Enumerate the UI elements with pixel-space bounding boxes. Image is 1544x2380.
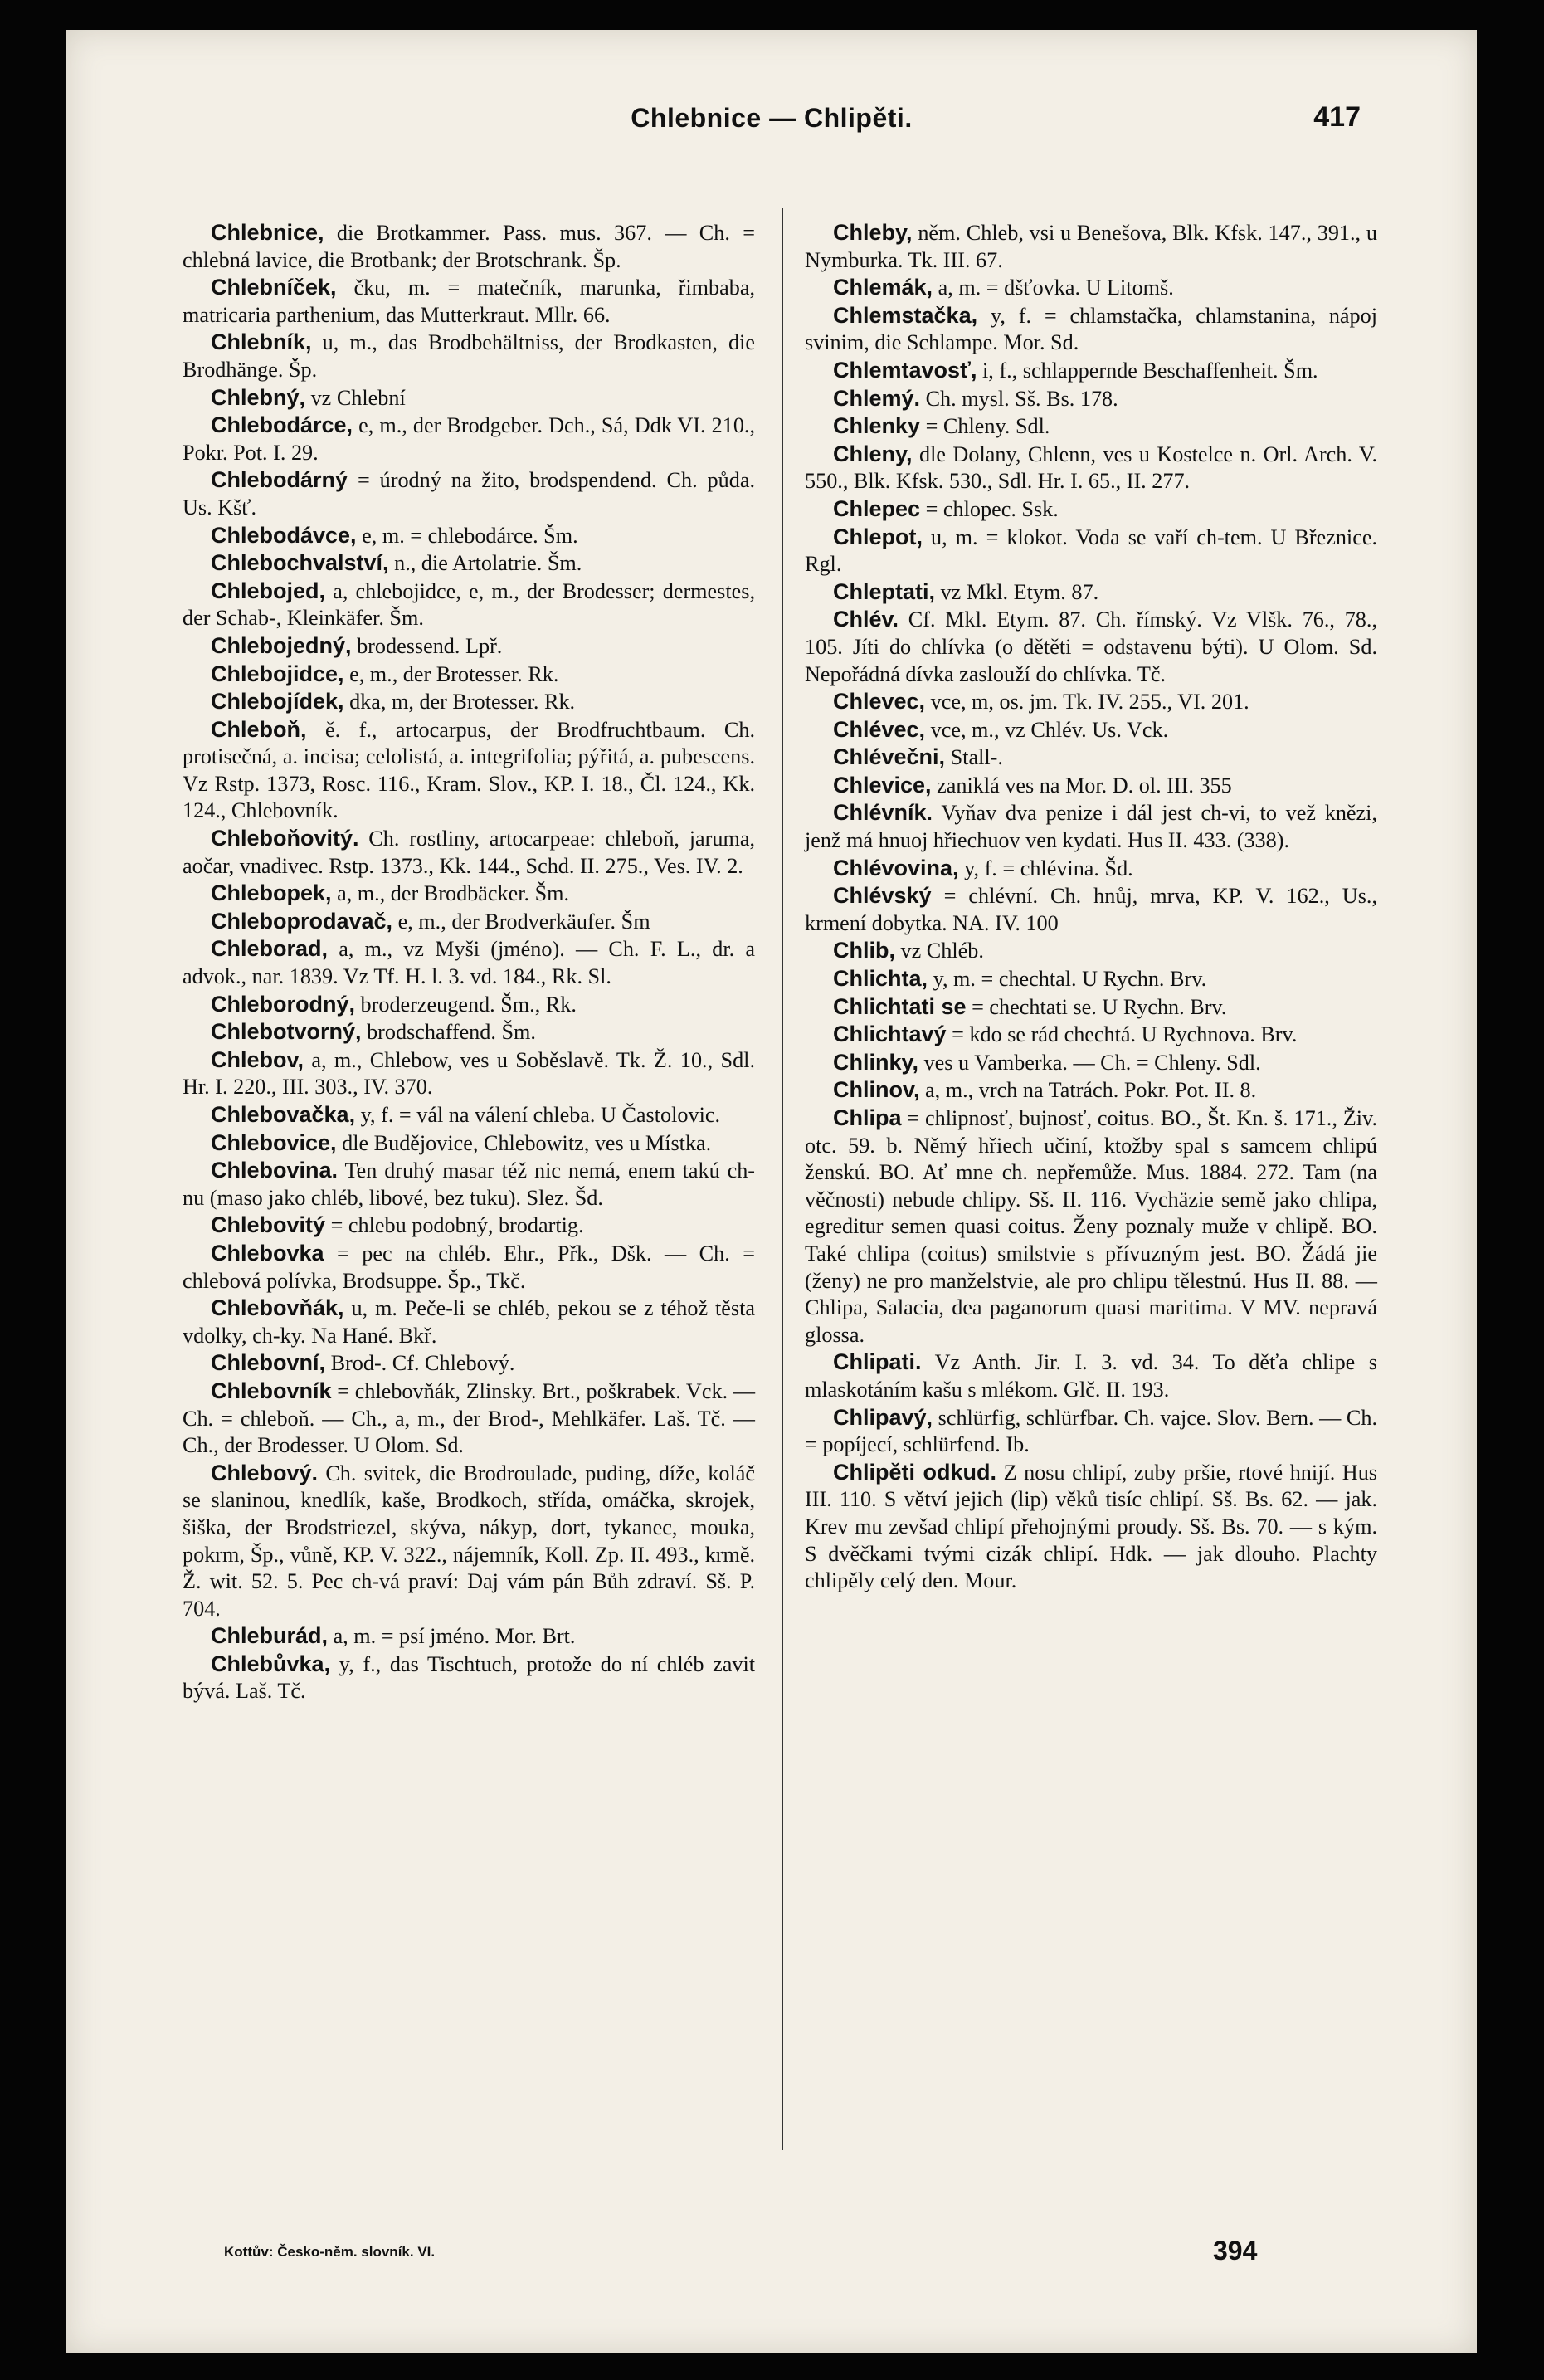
entry-definition: = chlévní. Ch. hnůj, mrva, KP. V. 162., Us., krmení dobytka. NA. IV. 100 [805, 884, 1378, 935]
entry-definition: a, m., der Brodbäcker. Šm. [337, 881, 570, 906]
entry-definition: u, m., das Brodbehältniss, der Brodkasten, die Brodhänge. Šp. [183, 330, 755, 382]
entry-definition: y, f. = chlamstačka, chlamstanina, nápoj svinim, die Schlampe. Mor. Sd. [805, 303, 1378, 355]
dictionary-page [66, 30, 1477, 2353]
dictionary-entry [805, 219, 1377, 274]
dictionary-entry [183, 825, 755, 880]
entry-definition: = úrodný na žito, brodspendend. Ch. půda. Us. Kšť. [183, 468, 755, 519]
dictionary-entry [183, 1651, 755, 1705]
entry-definition: = chlebovňák, Zlinsky. Brt., poškrabek. Vck. — Ch. = chleboň. — Ch., a, m., der Brod-, Mehlkäfer. Laš. Tč. — Ch., der Brodesser. U Olom. Sd. [183, 1378, 756, 1458]
dictionary-entry [805, 855, 1377, 883]
entry-headword: Chlipavý, [833, 1404, 933, 1430]
entry-definition: y, f. = chlévina. Šd. [964, 856, 1133, 880]
entry-definition: dka, m, der Brotesser. Rk. [349, 690, 576, 714]
right-column [805, 219, 1377, 1595]
dictionary-entry [805, 1349, 1377, 1403]
dictionary-entry [805, 744, 1377, 772]
entry-headword: Chlinky, [833, 1049, 919, 1075]
dictionary-entry [183, 1240, 755, 1295]
entry-headword: Chlebopek, [211, 880, 332, 906]
entry-definition: něm. Chleb, vsi u Benešova, Blk. Kfsk. 147., 391., u Nymburka. Tk. III. 67. [805, 221, 1378, 272]
entry-definition: Ch. rostliny, artocarpeae: chleboň, jaruma, aočar, vnadivec. Rstp. 1373., Kk. 144., Schd. II. 275., Ves. IV. 2. [183, 827, 755, 878]
dictionary-entry [183, 688, 755, 716]
entry-headword: Chlévský [833, 883, 932, 909]
entry-headword: Chlichtati se [833, 993, 967, 1019]
entry-definition: a, m. = dšťovka. U Litomš. [938, 276, 1174, 300]
dictionary-entry [805, 606, 1377, 688]
entry-definition: dle Budějovice, Chlebowitz, ves u Místka. [342, 1130, 712, 1155]
entry-headword: Chlebov, [211, 1046, 304, 1072]
entry-definition: = chlebu podobný, brodartig. [330, 1213, 584, 1238]
entry-definition: vz Chléb. [900, 939, 984, 963]
entry-definition: e, m., der Brotesser. Rk. [349, 661, 559, 686]
dictionary-entry [805, 937, 1377, 965]
entry-headword: Chlipati. [833, 1349, 922, 1375]
entry-definition: a, m., vrch na Tatrách. Pokr. Pot. II. 8. [925, 1078, 1257, 1103]
entry-definition: = chechtati se. U Rychn. Brv. [972, 994, 1227, 1019]
entry-definition: y, f., das Tischtuch, protože do ní chléb zavit bývá. Laš. Tč. [183, 1651, 755, 1704]
page-number: 417 [1313, 101, 1361, 133]
entry-definition: ves u Vamberka. — Ch. = Chleny. Sdl. [923, 1050, 1261, 1075]
entry-headword: Chlevice, [833, 772, 932, 797]
dictionary-entry [183, 466, 755, 521]
entry-headword: Chlichtavý [833, 1022, 947, 1047]
entry-definition: Ch. mysl. Sš. Bs. 178. [925, 386, 1118, 411]
entry-definition: schlürfig, schlürfbar. Ch. vajce. Slov. Bern. — Ch. = popíjecí, schlürfend. Ib. [805, 1405, 1378, 1457]
entry-headword: Chlepot, [833, 524, 923, 549]
entry-definition: vz Mkl. Etym. 87. [940, 579, 1099, 604]
entry-headword: Chlebotvorný, [211, 1019, 362, 1045]
entry-definition: = kdo se rád chechtá. U Rychnova. Brv. [952, 1022, 1298, 1047]
entry-definition: = chlipnosť, bujnosť, coitus. BO., Št. Kn. š. 171., Živ. otc. 59. b. Němý hřiech učiní, ktožby spal s samcem chlipú ženskú. BO. Ať mne ch. nepřemůže. Mus. 1884. 272. Tam (na věčnosti) nebude chlipy. Sš. II. 116. Vychäzie semě jako chlipa, egreditur semen quasi coitus. Ženy poznaly muže v chlipě. BO. Také chlipa (coitus) smilstvie s přívuzným jest. BO. Žádá jie (ženy) ne pro manželstvie, ale pro chlipu tělestnú. Hus II. 88. — Chlipa, Salacia, dea paganorum quasi maritima. V MV. nepravá glossa. [805, 1106, 1377, 1347]
entry-headword: Chleptati, [833, 578, 936, 604]
dictionary-entry [183, 991, 755, 1019]
entry-definition: = Chleny. Sdl. [925, 414, 1050, 439]
dictionary-entry [805, 441, 1377, 495]
entry-definition: e, m. = chlebodárce. Šm. [362, 523, 578, 548]
dictionary-entry [183, 522, 755, 550]
dictionary-entry [183, 1018, 755, 1046]
entry-definition: die Brotkammer. Pass. mus. 367. — Ch. = chlebná lavice, die Brotbank; der Brotschrank. Šp. [183, 221, 755, 272]
dictionary-entry [805, 716, 1377, 744]
dictionary-entry [805, 1021, 1377, 1049]
entry-definition: vce, m, os. jm. Tk. IV. 255., VI. 201. [930, 690, 1249, 714]
entry-definition: broderzeugend. Šm., Rk. [360, 992, 577, 1017]
dictionary-entry [183, 661, 755, 689]
entry-headword: Chleboň, [211, 716, 307, 742]
entry-headword: Chlévečni, [833, 744, 946, 770]
printer-signature: Kottův: Česko-něm. slovník. VI. [224, 2244, 436, 2260]
entry-headword: Chlipěti odkud. [833, 1459, 996, 1485]
entry-definition: n., die Artolatrie. Šm. [394, 551, 582, 576]
dictionary-entry [183, 716, 755, 825]
dictionary-entry [183, 1157, 755, 1212]
left-column [183, 219, 755, 1705]
dictionary-entry [183, 632, 755, 661]
entry-headword: Chlévec, [833, 716, 926, 742]
dictionary-entry [805, 495, 1377, 524]
entry-headword: Chlepec [833, 495, 921, 521]
entry-definition: dle Dolany, Chlenn, ves u Kostelce n. Orl. Arch. V. 550., Blk. Kfsk. 530., Sdl. Hr. I. 65., II. 277. [805, 441, 1378, 494]
entry-headword: Chlebodárce, [211, 412, 353, 438]
entry-headword: Chlebovňák, [211, 1295, 344, 1321]
dictionary-entry [183, 549, 755, 578]
dictionary-entry [805, 1404, 1377, 1459]
entry-headword: Chlebojedný, [211, 632, 352, 658]
dictionary-entry [183, 578, 755, 632]
entry-definition: u, m. Peče-li se chléb, pekou se z téhož těsta vdolky, ch-ky. Na Hané. Bkř. [183, 1296, 755, 1348]
dictionary-entry [805, 385, 1377, 413]
dictionary-entry [805, 524, 1377, 578]
dictionary-entry [183, 1295, 755, 1349]
dictionary-entry [805, 578, 1377, 607]
entry-headword: Chlebný, [211, 384, 306, 410]
entry-definition: a, m. = psí jméno. Mor. Brt. [333, 1624, 576, 1649]
entry-definition: zaniklá ves na Mor. D. ol. III. 355 [937, 773, 1232, 797]
entry-headword: Chlebnice, [211, 220, 324, 245]
entry-headword: Chleborodný, [211, 991, 355, 1017]
entry-definition: y, m. = chechtal. U Rychn. Brv. [933, 967, 1207, 992]
dictionary-entry [805, 882, 1377, 937]
entry-definition: Vz Anth. Jir. I. 3. vd. 34. To děťa chlipe s mlaskotáním kašu s mlékom. Glč. II. 193. [805, 1350, 1378, 1402]
entry-definition: a, m., vz Myši (jméno). — Ch. F. L., dr. a advok., nar. 1839. Vz Tf. H. l. 3. vd. 184., Rk. Sl. [183, 937, 755, 989]
entry-definition: u, m. = klokot. Voda se vaří ch-tem. U Březnice. Rgl. [805, 524, 1378, 577]
entry-definition: = chlopec. Ssk. [925, 496, 1059, 521]
dictionary-entry [805, 772, 1377, 800]
entry-headword: Chlevec, [833, 689, 926, 714]
dictionary-entry [183, 935, 755, 990]
dictionary-entry [805, 1105, 1377, 1349]
entry-headword: Chleborad, [211, 936, 329, 962]
entry-definition: Ch. svitek, die Brodroulade, puding, díže, koláč se slaninou, knedlík, kaše, Brodkoch, střída, omáčka, skrojek, šiška, der Brodstriezel, skýva, nákyp, dort, tykanec, mouka, pokrm, Šp., vůně, KP. V. 322., nájemník, Koll. Zp. II. 493., krmě. Ž. wit. 52. 5. Pec ch-vá praví: Daj vám pán Bůh zdraví. Sš. P. 704. [183, 1461, 756, 1621]
dictionary-entry [183, 274, 755, 329]
dictionary-entry [183, 1101, 755, 1129]
entry-headword: Chlebníček, [211, 275, 337, 300]
entry-definition: brodessend. Lpř. [357, 633, 503, 658]
dictionary-entry [805, 1076, 1377, 1105]
entry-definition: i, f., schlappernde Beschaffenheit. Šm. [982, 358, 1318, 383]
entry-headword: Chlenky [833, 413, 921, 439]
entry-headword: Chlebojídek, [211, 689, 344, 714]
entry-headword: Chlemtavosť, [833, 357, 977, 383]
entry-headword: Chlipa [833, 1105, 902, 1130]
entry-headword: Chlemák, [833, 275, 933, 300]
entry-definition: čku, m. = matečník, marunka, řimbaba, matricaria parthenium, das Mutterkraut. Mllr. 66. [183, 276, 755, 327]
entry-headword: Chlebodávce, [211, 522, 357, 548]
entry-definition: Vyňav dva penize i dál jest ch-vi, to vež knězi, jenž má hnuoj hřiechuov ven kydati. Hus II. 433. (338). [805, 801, 1378, 853]
entry-headword: Chlemstačka, [833, 302, 978, 328]
dictionary-entry [183, 412, 755, 466]
entry-headword: Chlebník, [211, 329, 312, 355]
entry-headword: Chlebovice, [211, 1129, 337, 1155]
dictionary-entry [183, 1212, 755, 1240]
dictionary-entry [183, 1378, 755, 1460]
entry-definition: vce, m., vz Chlév. Us. Vck. [930, 717, 1169, 742]
dictionary-entry [805, 357, 1377, 385]
entry-headword: Chleboňovitý. [211, 826, 359, 851]
dictionary-entry [805, 688, 1377, 716]
entry-definition: Stall-. [950, 745, 1003, 770]
sheet-number: 394 [1213, 2236, 1258, 2265]
entry-definition: y, f. = vál na válení chleba. U Častolovic. [360, 1103, 721, 1127]
entry-definition: = pec na chléb. Ehr., Přk., Dšk. — Ch. = chlebová polívka, Brodsuppe. Šp., Tkč. [183, 1241, 755, 1293]
entry-definition: ě. f., artocarpus, der Brodfruchtbaum. Ch. protisečná, a. incisa; celolistá, a. integrifolia; pýřitá, a. pubescens. Vz Rstp. 1373, Rosc. 116., Kram. Slov., KP. I. 18., Čl. 124., Kk. 124., Chlebovník. [183, 717, 756, 823]
dictionary-entry [183, 1046, 755, 1101]
entry-headword: Chlévovina, [833, 855, 959, 880]
dictionary-entry [183, 1129, 755, 1158]
dictionary-entry [805, 993, 1377, 1022]
dictionary-entry [183, 219, 755, 274]
entry-headword: Chleny, [833, 441, 913, 466]
entry-definition: Z nosu chlipí, zuby pršie, rtové hnijí. Hus III. 110. S větví jejich (lip) věků tisíc chlipí. Sš. Bs. 62. — jak. Krev mu zevšad chlipí přehojnými proudy. Sš. Bs. 70. — s kým. S dvěčkami tvými cizák chlipí. Hdk. — jak dlouho. Plachty chlipěly celý den. Mour. [805, 1460, 1378, 1593]
entry-headword: Chlebůvka, [211, 1651, 331, 1676]
entry-headword: Chlebovník [211, 1378, 332, 1403]
entry-headword: Chlebovní, [211, 1350, 326, 1376]
entry-headword: Chlebovina. [211, 1158, 339, 1183]
dictionary-entry [805, 965, 1377, 993]
entry-headword: Chlebodárný [211, 467, 348, 493]
entry-headword: Chlebojidce, [211, 661, 344, 686]
entry-headword: Chlév. [833, 607, 899, 632]
dictionary-entry [183, 1349, 755, 1378]
dictionary-entry [805, 1049, 1377, 1077]
entry-headword: Chlemý. [833, 385, 921, 411]
column-divider [782, 208, 783, 2150]
entry-headword: Chlebovačka, [211, 1102, 356, 1127]
entry-headword: Chlichta, [833, 966, 928, 992]
entry-headword: Chlib, [833, 938, 895, 963]
dictionary-entry [805, 302, 1377, 357]
entry-headword: Chleby, [833, 220, 913, 245]
dictionary-entry [183, 880, 755, 908]
dictionary-entry [805, 274, 1377, 302]
entry-definition: brodschaffend. Šm. [367, 1020, 536, 1045]
entry-definition: a, m., Chlebow, ves u Soběslavě. Tk. Ž. 10., Sdl. Hr. I. 220., III. 303., IV. 370. [183, 1047, 755, 1100]
dictionary-entry [183, 908, 755, 936]
dictionary-entry [805, 1459, 1377, 1595]
entry-headword: Chleboprodavač, [211, 908, 393, 934]
entry-headword: Chlebový. [211, 1460, 319, 1485]
entry-headword: Chlebovitý [211, 1212, 326, 1238]
entry-definition: vz Chlební [310, 385, 406, 410]
entry-headword: Chlebojed, [211, 578, 326, 603]
dictionary-entry [805, 799, 1377, 854]
dictionary-entry [183, 384, 755, 412]
dictionary-entry [805, 412, 1377, 441]
entry-headword: Chlinov, [833, 1077, 920, 1103]
entry-headword: Chlévník. [833, 800, 933, 826]
entry-definition: Cf. Mkl. Etym. 87. Ch. římský. Vz Vlšk. 76., 78., 105. Jíti do chlívka (o dětěti = odstavenu býti). U Olom. Sd. Nepořádná dívka zaslouží do chlívka. Tč. [805, 607, 1377, 686]
entry-headword: Chlebovka [211, 1240, 324, 1266]
entry-definition: Ten druhý masar též nic nemá, enem takú ch-nu (maso jako chléb, libové, bez tuku). Slez. Šd. [183, 1158, 756, 1210]
entry-definition: e, m., der Brodverkäufer. Šm [397, 909, 650, 934]
entry-definition: Brod-. Cf. Chlebový. [330, 1351, 515, 1376]
entry-headword: Chlebochvalství, [211, 550, 389, 576]
entry-definition: e, m., der Brodgeber. Dch., Sá, Ddk VI. 210., Pokr. Pot. I. 29. [183, 413, 756, 465]
entry-definition: a, chlebojidce, e, m., der Brodesser; dermestes, der Schab-, Kleinkäfer. Šm. [183, 578, 756, 631]
dictionary-entry [183, 1460, 755, 1623]
entry-headword: Chleburád, [211, 1623, 329, 1649]
dictionary-entry [183, 1622, 755, 1651]
running-head: Chlebnice — Chlipěti. [631, 103, 913, 133]
dictionary-entry [183, 329, 755, 383]
